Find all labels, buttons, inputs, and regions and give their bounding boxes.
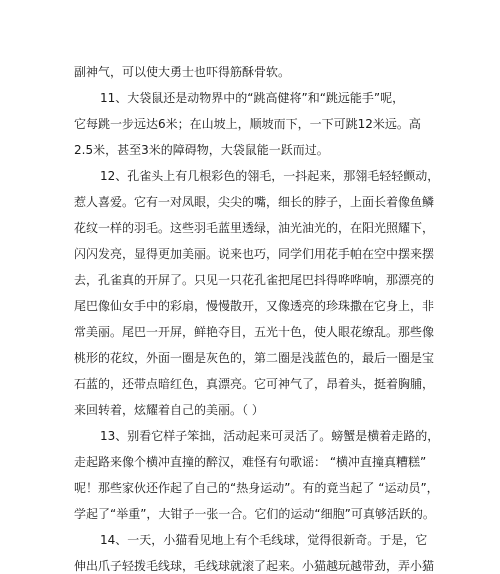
text-line: 学起了“举重”，大钳子一张一合。它们的运动“细胞”可真够活跃的。 [74, 507, 435, 521]
text-line: 常美丽。尾巴一开屏，鲜艳夺目，五光十色，使人眼花缭乱。那些像 [74, 325, 435, 339]
text-line: 惹人喜爱。它有一对凤眼，尖尖的嘴，细长的脖子，上面长着像鱼鳞 [74, 195, 435, 209]
text-line: 走起路来像个横冲直撞的醉汉，难怪有句歌谣： “横冲直撞真糟糕” [74, 455, 427, 469]
text-line: 14、一天，小猫看见地上有个毛线球，觉得很新奇。于是，它 [100, 533, 428, 547]
text-line: 伸出爪子轻拨毛线球，毛线球就滚了起来。小猫越玩越带劲，弄小猫 [74, 559, 435, 573]
text-line: 13、别看它样子笨拙，活动起来可灵活了。螃蟹是横着走路的， [100, 429, 440, 443]
text-line: 副神气，可以使大勇士也吓得筋酥骨软。 [74, 65, 291, 79]
text-line: 11、大袋鼠还是动物界中的“跳高健将”和“跳远能手”呢， [100, 91, 405, 105]
text-line: 去，孔雀真的开屏了。只见一只花孔雀把尾巴抖得哗哗响，那漂亮的 [74, 273, 435, 287]
text-line: 2.5米，甚至3米的障碍物，大袋鼠能一跃而过。 [74, 143, 329, 157]
text-line: 12、孔雀头上有几根彩色的翎毛，一抖起来，那翎毛轻轻颤动， [100, 169, 440, 183]
text-line: 桃形的花纹，外面一圈是灰色的，第二圈是浅蓝色的，最后一圈是宝 [74, 351, 435, 365]
text-line: 它每跳一步远达6米；在山坡上，顺坡而下，一下可跳12米远。高 [74, 117, 421, 131]
text-line: 闪闪发亮，显得更加美丽。说来也巧，同学们用花手帕在空中摆来摆 [74, 247, 435, 261]
text-line: 尾巴像仙女手中的彩扇，慢慢散开，又像透亮的珍珠撒在它身上，非 [74, 299, 435, 313]
text-line: 花纹一样的羽毛。这些羽毛蓝里透绿，油光油光的，在阳光照耀下， [74, 221, 435, 235]
text-line: 来回转着，炫耀着自己的美丽。（ ） [74, 403, 264, 417]
text-line: 石蓝的，还带点暗红色，真漂亮。它可神气了，昂着头，挺着胸脯， [74, 377, 435, 391]
text-line: 呢！那些家伙还作起了自己的“热身运动”。有的竟当起了 “运动员”， [74, 481, 439, 495]
